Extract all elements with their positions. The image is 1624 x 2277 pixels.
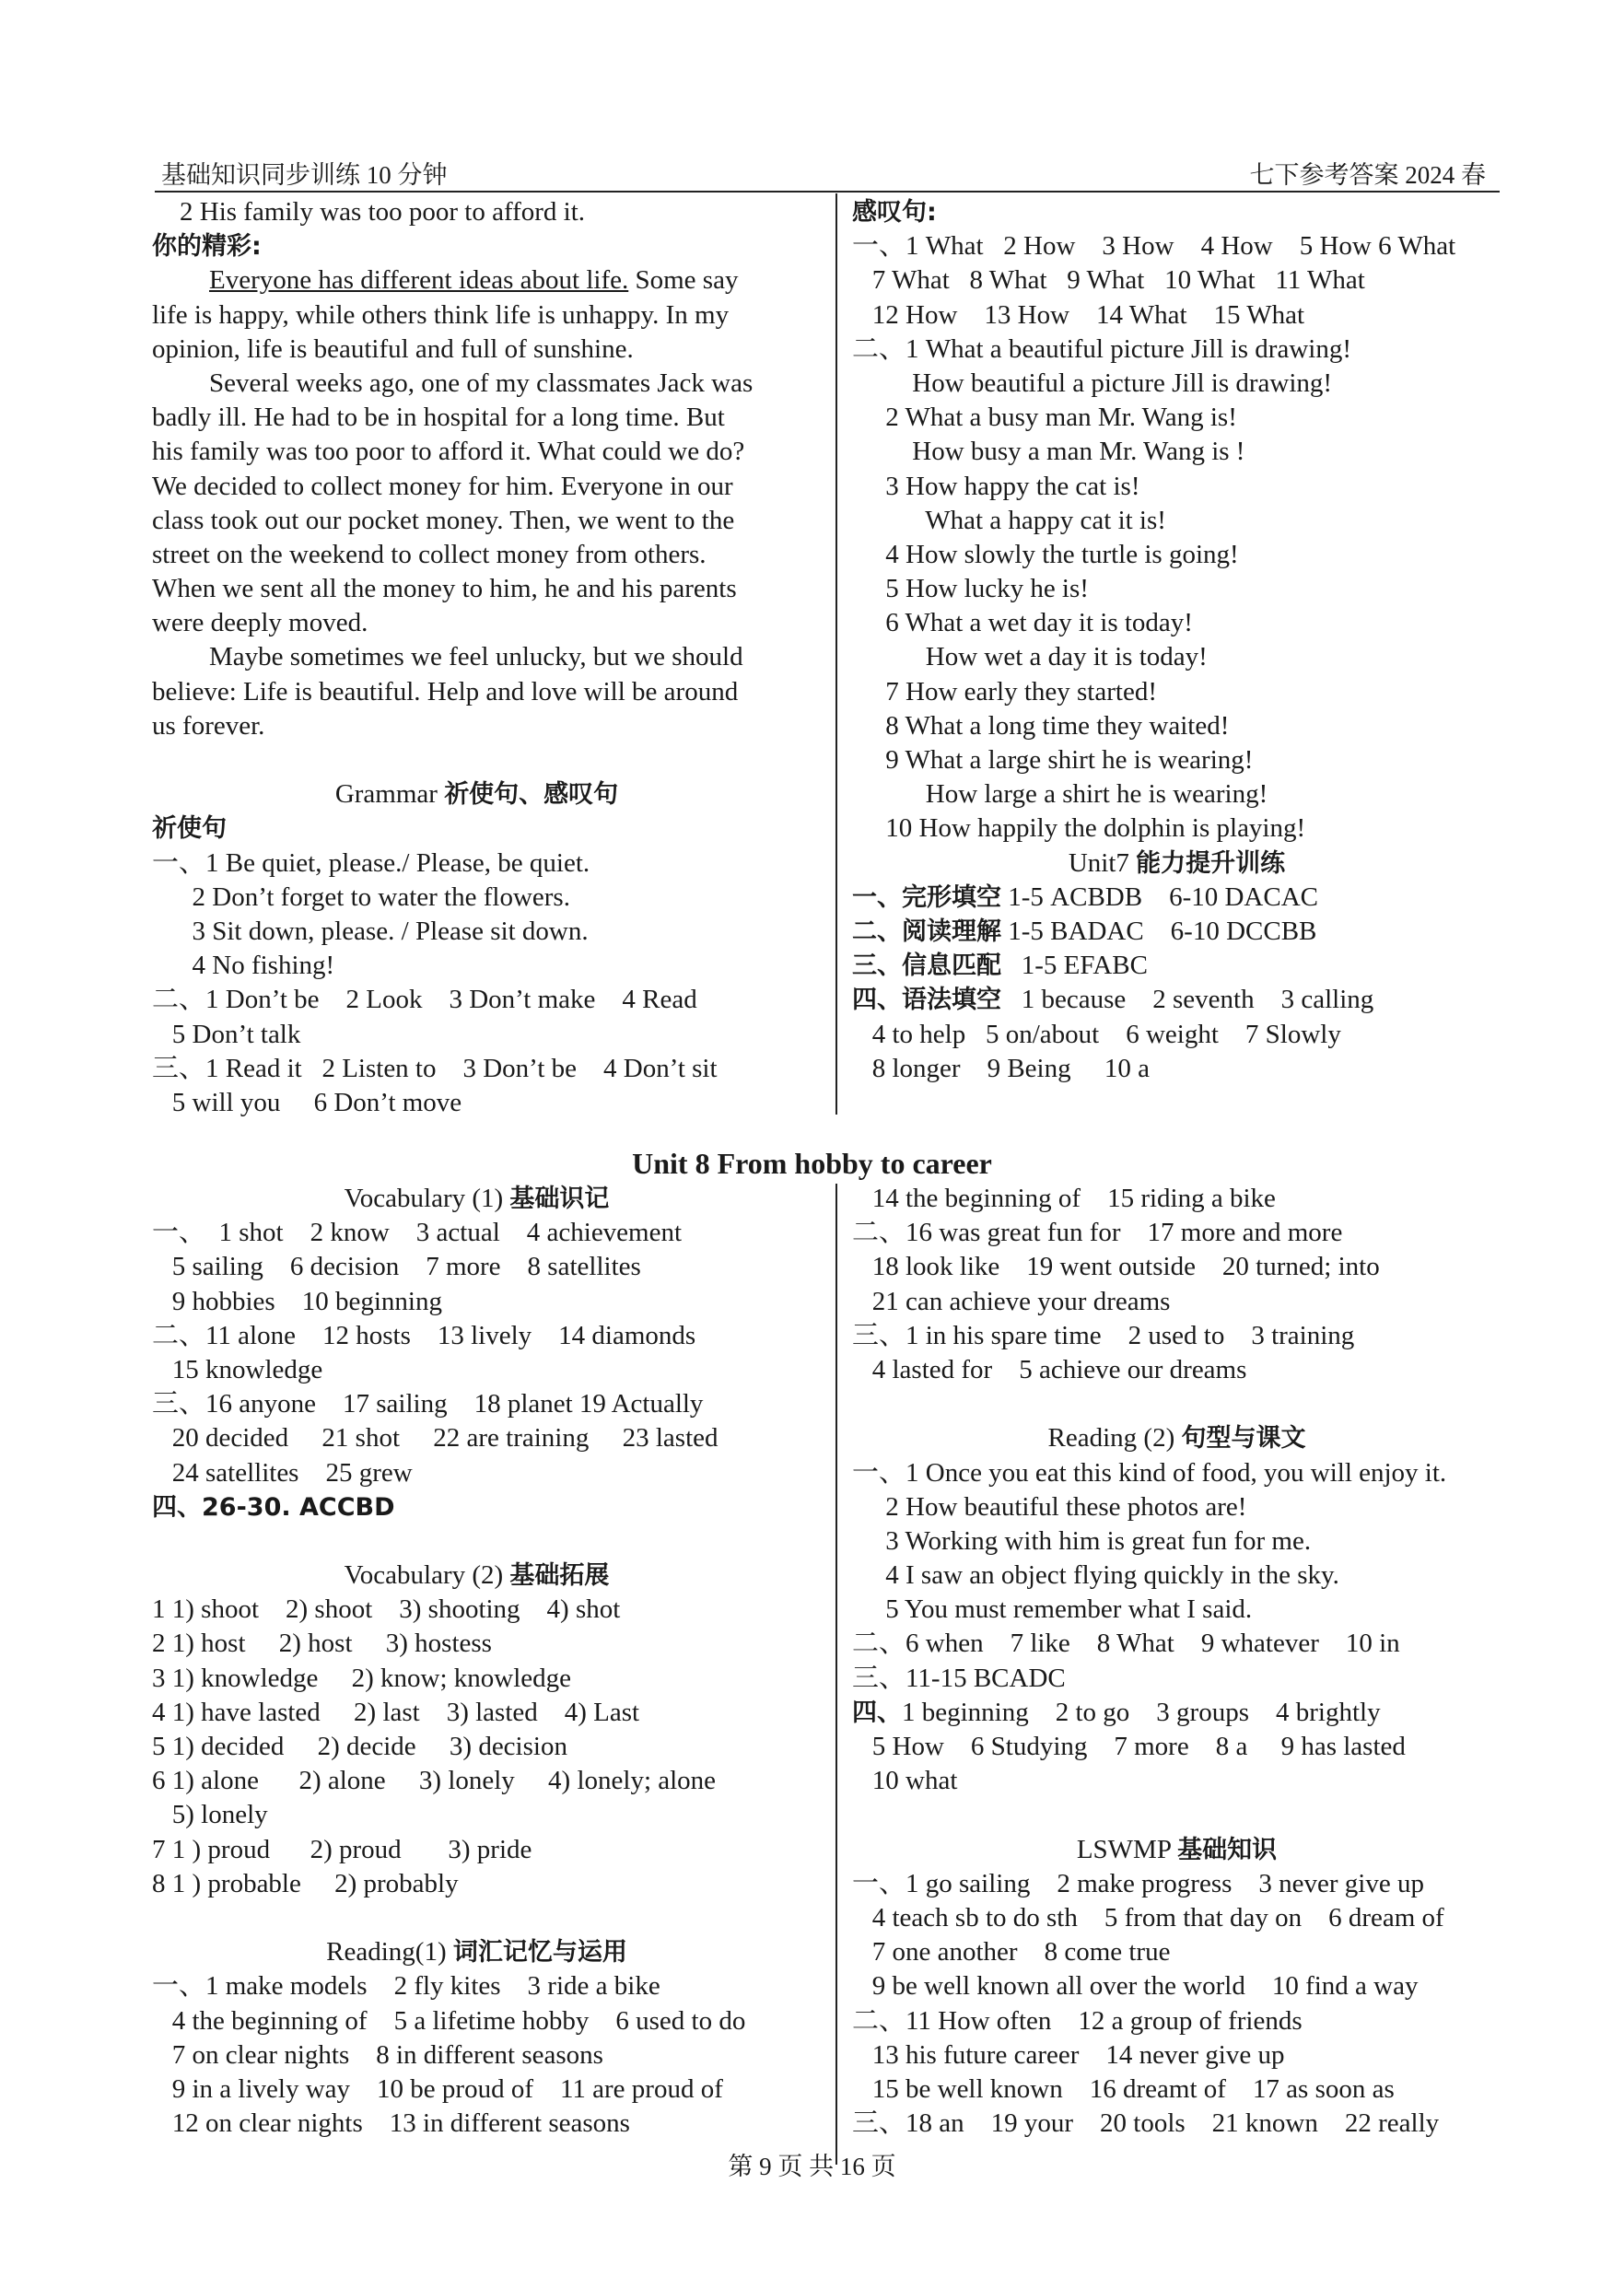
answer-line: 13 his future career 14 never give up (852, 2039, 1285, 2070)
answer-line: 二、1 What a beautiful picture Jill is drawing! (852, 333, 1351, 364)
answer-line: 一、1 Be quiet, please./ Please, be quiet. (152, 847, 590, 878)
answer-line (852, 1696, 1501, 1730)
answer-line: 2 1) host 2) host 3) hostess (152, 1629, 492, 1659)
answer-line: 6 What a wet day it is today! (852, 608, 1193, 638)
column-divider-bottom (835, 1184, 837, 2165)
answer-line: 7 How early they started! (852, 676, 1157, 706)
row-answers: 1-5 EFABC (1001, 951, 1148, 981)
answer-line: 四、26-30. ACCBD (152, 1492, 395, 1522)
answer-line: 14 the beginning of 15 riding a bike (852, 1184, 1276, 1213)
answer-line: 三、1 Read it 2 Listen to 3 Don’t be 4 Don’t sit (152, 1053, 718, 1083)
answer-line: 二、16 was great fun for 17 more and more (852, 1218, 1343, 1248)
vocabulary1-title-en: Vocabulary (1) (344, 1184, 504, 1213)
row-answers: 1 because 2 seventh 3 calling (1001, 985, 1374, 1015)
right-column-top (852, 195, 1501, 1086)
answer-line: 15 be well known 16 dreamt of 17 as soon as (852, 2073, 1395, 2104)
reading1-title (152, 1935, 801, 1969)
essay-text: Some say (628, 265, 739, 296)
answer-line: How large a shirt he is wearing! (852, 779, 1268, 810)
grammar-title-en: Grammar (334, 779, 438, 810)
row-number: 三、 (852, 952, 902, 981)
answer-line: How busy a man Mr. Wang is ! (852, 437, 1245, 467)
column-divider-top (835, 193, 837, 1115)
answer-line: 三、1 in his spare time 2 used to 3 training (852, 1320, 1355, 1350)
essay-line: class took out our pocket money. Then, we went to the (152, 505, 735, 535)
answer-line: 7 on clear nights 8 in different seasons (152, 2039, 603, 2070)
lswmp-title-cn: 基础知识 (1177, 1835, 1278, 1864)
left-column-bottom (152, 1182, 801, 2141)
unit7-row (852, 881, 1501, 915)
answer-line: 4 lasted for 5 achieve our dreams (852, 1354, 1247, 1384)
exclamation-heading: 感叹句: (852, 198, 937, 227)
unit7-section-title (852, 847, 1501, 881)
grammar-section-title (152, 777, 801, 812)
header-left: 基础知识同步训练 10 分钟 (161, 161, 448, 189)
answer-line: 9 be well known all over the world 10 find a way (852, 1971, 1419, 2002)
row-label: 完形填空 (902, 882, 1001, 912)
essay-line: Several weeks ago, one of my classmates Jack was (209, 368, 754, 398)
essay-line: When we sent all the money to him, he and his parents (152, 574, 737, 604)
essay-line: his family was too poor to afford it. What could we do? (152, 437, 745, 467)
answer-line: 4 1) have lasted 2) last 3) lasted 4) Last (152, 1697, 640, 1727)
vocabulary2-title-en: Vocabulary (2) (344, 1560, 504, 1591)
unit7-title-en: Unit7 (1068, 847, 1129, 878)
answer-line: 4 How slowly the turtle is going! (852, 539, 1239, 569)
answer-line: 7 one another 8 come true (852, 1937, 1171, 1968)
answer-line: 8 1 ) probable 2) probably (152, 1868, 459, 1898)
reading1-title-cn: 词汇记忆与运用 (452, 1938, 627, 1968)
answer-line: 20 decided 21 shot 22 are training 23 lasted (152, 1423, 719, 1454)
header-rule (155, 191, 1500, 193)
row-answers: 1-5 BADAC 6-10 DCCBB (1001, 916, 1317, 946)
answer-line: 21 can achieve your dreams (852, 1286, 1171, 1316)
lswmp-title-en: LSWMP (1076, 1834, 1171, 1864)
essay-line: badly ill. He had to be in hospital for a long time. But (152, 403, 725, 433)
answer-line: 9 in a lively way 10 be proud of 11 are proud of (152, 2073, 723, 2104)
lswmp-title (852, 1833, 1501, 1867)
grammar-title-cn: 祈使句、感叹句 (444, 780, 619, 810)
essay-line: Maybe sometimes we feel unlucky, but we should (209, 642, 743, 672)
reading2-title-en: Reading (2) (1047, 1423, 1175, 1454)
answer-line: How wet a day it is today! (852, 642, 1208, 672)
answer-line: 一、1 go sailing 2 make progress 3 never give up (852, 1868, 1424, 1898)
answer-line: 一、 1 shot 2 know 3 actual 4 achievement (152, 1218, 683, 1248)
answer-line: 9 What a large shirt he is wearing! (852, 745, 1254, 775)
answer-line: 2 His family was too poor to afford it. (180, 197, 586, 227)
row-number: 一、 (852, 882, 902, 912)
vocabulary1-title (152, 1182, 801, 1216)
essay-heading: 你的精彩: (152, 232, 262, 262)
answer-line: 9 hobbies 10 beginning (152, 1286, 442, 1316)
header-right: 七下参考答案 2024 春 (1249, 161, 1486, 189)
vocabulary2-title-cn: 基础拓展 (509, 1561, 610, 1591)
imperative-heading: 祈使句 (152, 814, 227, 844)
essay-line: We decided to collect money for him. Everyone in our (152, 471, 733, 501)
answer-line: 3 1) knowledge 2) know; knowledge (152, 1663, 572, 1693)
row-number: 二、 (852, 917, 902, 946)
answer-line: 一、1 make models 2 fly kites 3 ride a bike (152, 1971, 660, 2002)
answer-line: 1 1) shoot 2) shoot 3) shooting 4) shot (152, 1594, 621, 1625)
vocabulary1-title-cn: 基础识记 (509, 1185, 610, 1213)
left-column-top (152, 195, 801, 1120)
unit7-row (852, 915, 1501, 949)
answer-line: 5 will you 6 Don’t move (152, 1087, 462, 1117)
answer-line: 5 sailing 6 decision 7 more 8 satellites (152, 1252, 641, 1282)
vocabulary2-title (152, 1559, 801, 1593)
answer-line: 4 No fishing! (152, 951, 335, 981)
essay-line: us forever. (152, 710, 265, 741)
answer-line: 5 You must remember what I said. (852, 1594, 1253, 1625)
answer-line: 5) lonely (152, 1800, 268, 1830)
unit7-title-cn: 能力提升训练 (1136, 848, 1286, 878)
row-answers: 1-5 ACBDB 6-10 DACAC (1001, 882, 1318, 912)
essay-line: believe: Life is beautiful. Help and love will be around (152, 676, 739, 706)
reading2-title-cn: 句型与课文 (1181, 1424, 1306, 1454)
answer-line: 6 1) alone 2) alone 3) lonely 4) lonely; alone (152, 1766, 717, 1796)
answer-line: 4 teach sb to do sth 5 from that day on 6 dream of (852, 1902, 1444, 1933)
answer-line: 二、11 How often 12 a group of friends (852, 2005, 1303, 2036)
answer-line: 12 How 13 How 14 What 15 What (852, 299, 1305, 330)
unit-title: Unit 8 From hobby to career (632, 1147, 992, 1180)
answer-line: 7 1 ) proud 2) proud 3) pride (152, 1834, 532, 1864)
answer-line: 12 on clear nights 13 in different seasons (152, 2108, 630, 2139)
answer-line: 一、1 Once you eat this kind of food, you will enjoy it. (852, 1457, 1447, 1488)
unit7-row (852, 949, 1501, 983)
page-footer: 第 9 页 共 16 页 (728, 2153, 896, 2180)
essay-line: street on the weekend to collect money from others. (152, 539, 707, 569)
answer-line: 5 How lucky he is! (852, 574, 1089, 604)
row-label: 阅读理解 (902, 917, 1001, 946)
answer-line: 3 How happy the cat is! (852, 471, 1140, 501)
answer-line: 一、1 What 2 How 3 How 4 How 5 How 6 What (852, 231, 1456, 262)
answer-line: How beautiful a picture Jill is drawing! (852, 368, 1333, 398)
row-number: 四、 (852, 986, 902, 1015)
answer-line: 5 How 6 Studying 7 more 8 a 9 has lasted (852, 1732, 1406, 1761)
answer-line: 4 the beginning of 5 a lifetime hobby 6 used to do (152, 2005, 746, 2036)
answer-line: 三、16 anyone 17 sailing 18 planet 19 Actually (152, 1389, 704, 1419)
answer-line: 2 What a busy man Mr. Wang is! (852, 403, 1237, 433)
answer-line: 5 1) decided 2) decide 3) decision (152, 1732, 567, 1761)
answer-line: 10 How happily the dolphin is playing! (852, 813, 1306, 844)
answer-line: 二、1 Don’t be 2 Look 3 Don’t make 4 Read (152, 985, 697, 1015)
answer-line: 18 look like 19 went outside 20 turned; into (852, 1252, 1380, 1282)
answer-line: 24 satellites 25 grew (152, 1457, 413, 1488)
reading1-title-en: Reading(1) (326, 1937, 447, 1968)
answer-line: 2 How beautiful these photos are! (852, 1491, 1247, 1522)
essay-topic-sentence: Everyone has different ideas about life. (209, 265, 629, 296)
answer-line: 15 knowledge (152, 1354, 323, 1384)
essay-line (152, 263, 801, 298)
reading2-title (852, 1421, 1501, 1455)
answer-line: 5 Don’t talk (152, 1019, 301, 1049)
answer-line: 三、18 an 19 your 20 tools 21 known 22 really (852, 2108, 1440, 2139)
right-column-bottom (852, 1182, 1501, 2141)
answer-line: What a happy cat it is! (852, 505, 1166, 535)
answer-line: 8 What a long time they waited! (852, 710, 1230, 741)
answer-line: 二、11 alone 12 hosts 13 lively 14 diamonds (152, 1320, 696, 1350)
answer-line: 4 to help 5 on/about 6 weight 7 Slowly (852, 1019, 1341, 1049)
row-label: 语法填空 (902, 986, 1001, 1015)
row-label: 信息匹配 (902, 952, 1001, 981)
answer-line: 4 I saw an object flying quickly in the sky. (852, 1560, 1339, 1591)
essay-line: life is happy, while others think life is unhappy. In my (152, 299, 730, 330)
answer-line: 3 Working with him is great fun for me. (852, 1525, 1312, 1556)
essay-line: were deeply moved. (152, 608, 368, 638)
essay-line: opinion, life is beautiful and full of sunshine. (152, 333, 634, 364)
answer-line: 7 What 8 What 9 What 10 What 11 What (852, 265, 1365, 296)
row-number: 四、 (852, 1698, 902, 1727)
answer-line: 10 what (852, 1766, 958, 1796)
answer-line: 二、6 when 7 like 8 What 9 whatever 10 in (852, 1629, 1400, 1659)
answer-line: 2 Don’t forget to water the flowers. (152, 882, 570, 912)
answer-line: 3 Sit down, please. / Please sit down. (152, 916, 589, 946)
row-answers: 1 beginning 2 to go 3 groups 4 brightly (902, 1697, 1381, 1727)
answer-line: 三、11-15 BCADC (852, 1663, 1066, 1693)
unit7-row (852, 983, 1501, 1017)
answer-line: 8 longer 9 Being 10 a (852, 1053, 1150, 1083)
